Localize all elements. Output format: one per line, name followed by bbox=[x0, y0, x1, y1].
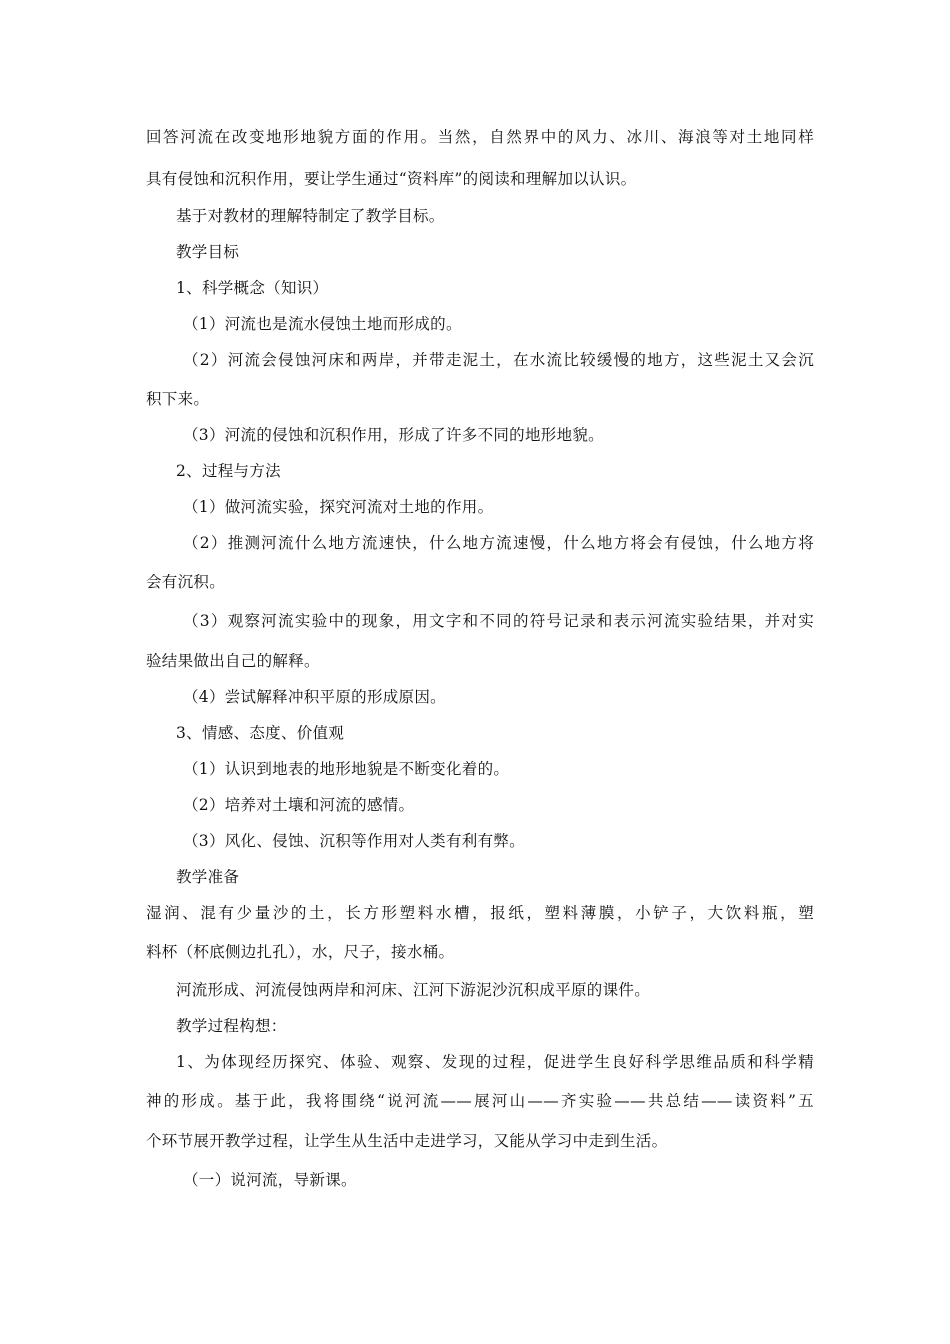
text-line: 料杯（杯底侧边扎孔），水，尺子，接水桶。 bbox=[146, 943, 455, 961]
text-line: 个环节展开教学过程，让学生从生活中走进学习，又能从学习中走到生活。 bbox=[146, 1132, 668, 1150]
list-item: （2）河流会侵蚀河床和两岸，并带走泥土，在水流比较缓慢的地方，这些泥土又会沉 bbox=[183, 351, 814, 369]
text-line: 神的形成。基于此，我将围绕“说河流——展河山——齐实验——共总结——读资料”五 bbox=[146, 1092, 814, 1110]
list-item: （4）尝试解释冲积平原的形成原因。 bbox=[183, 688, 446, 706]
list-item: （3）风化、侵蚀、沉积等作用对人类有利有弊。 bbox=[183, 832, 525, 850]
list-item: （2）培养对土壤和河流的感情。 bbox=[183, 796, 415, 814]
text-line: 具有侵蚀和沉积作用，要让学生通过“资料库”的阅读和理解加以认识。 bbox=[146, 170, 637, 188]
text-line: 会有沉积。 bbox=[146, 573, 226, 591]
text-line: 回答河流在改变地形地貌方面的作用。当然，自然界中的风力、冰川、海浪等对土地同样 bbox=[146, 128, 814, 146]
list-item: （1）做河流实验，探究河流对土地的作用。 bbox=[183, 498, 494, 516]
subsection-heading: 1、科学概念（知识） bbox=[176, 279, 329, 297]
list-item: （1）认识到地表的地形地貌是不断变化着的。 bbox=[183, 760, 510, 778]
subsection-heading: 2、过程与方法 bbox=[176, 462, 281, 480]
list-item: （1）河流也是流水侵蚀土地而形成的。 bbox=[183, 315, 462, 333]
text-line: 验结果做出自己的解释。 bbox=[146, 652, 320, 670]
text-line: 1、为体现经历探究、体验、观察、发现的过程，促进学生良好科学思维品质和科学精 bbox=[176, 1053, 814, 1071]
text-line: 湿润、混有少量沙的土，长方形塑料水槽，报纸，塑料薄膜，小铲子，大饮料瓶，塑 bbox=[146, 904, 814, 922]
section-heading: 教学过程构想： bbox=[176, 1017, 287, 1035]
subsection-heading: 3、情感、态度、价值观 bbox=[176, 724, 345, 742]
section-heading: 教学准备 bbox=[176, 868, 240, 886]
subsection-heading: （一）说河流，导新课。 bbox=[183, 1171, 357, 1189]
text-line: 河流形成、河流侵蚀两岸和河床、江河下游泥沙沉积成平原的课件。 bbox=[176, 981, 651, 999]
list-item: （3）观察河流实验中的现象，用文字和不同的符号记录和表示河流实验结果，并对实 bbox=[183, 612, 814, 630]
list-item: （2）推测河流什么地方流速快，什么地方流速慢，什么地方将会有侵蚀，什么地方将 bbox=[183, 534, 814, 552]
section-heading: 教学目标 bbox=[176, 243, 240, 261]
list-item: （3）河流的侵蚀和沉积作用，形成了许多不同的地形地貌。 bbox=[183, 426, 604, 444]
text-line: 基于对教材的理解特制定了教学目标。 bbox=[176, 207, 445, 225]
text-line: 积下来。 bbox=[146, 390, 210, 408]
